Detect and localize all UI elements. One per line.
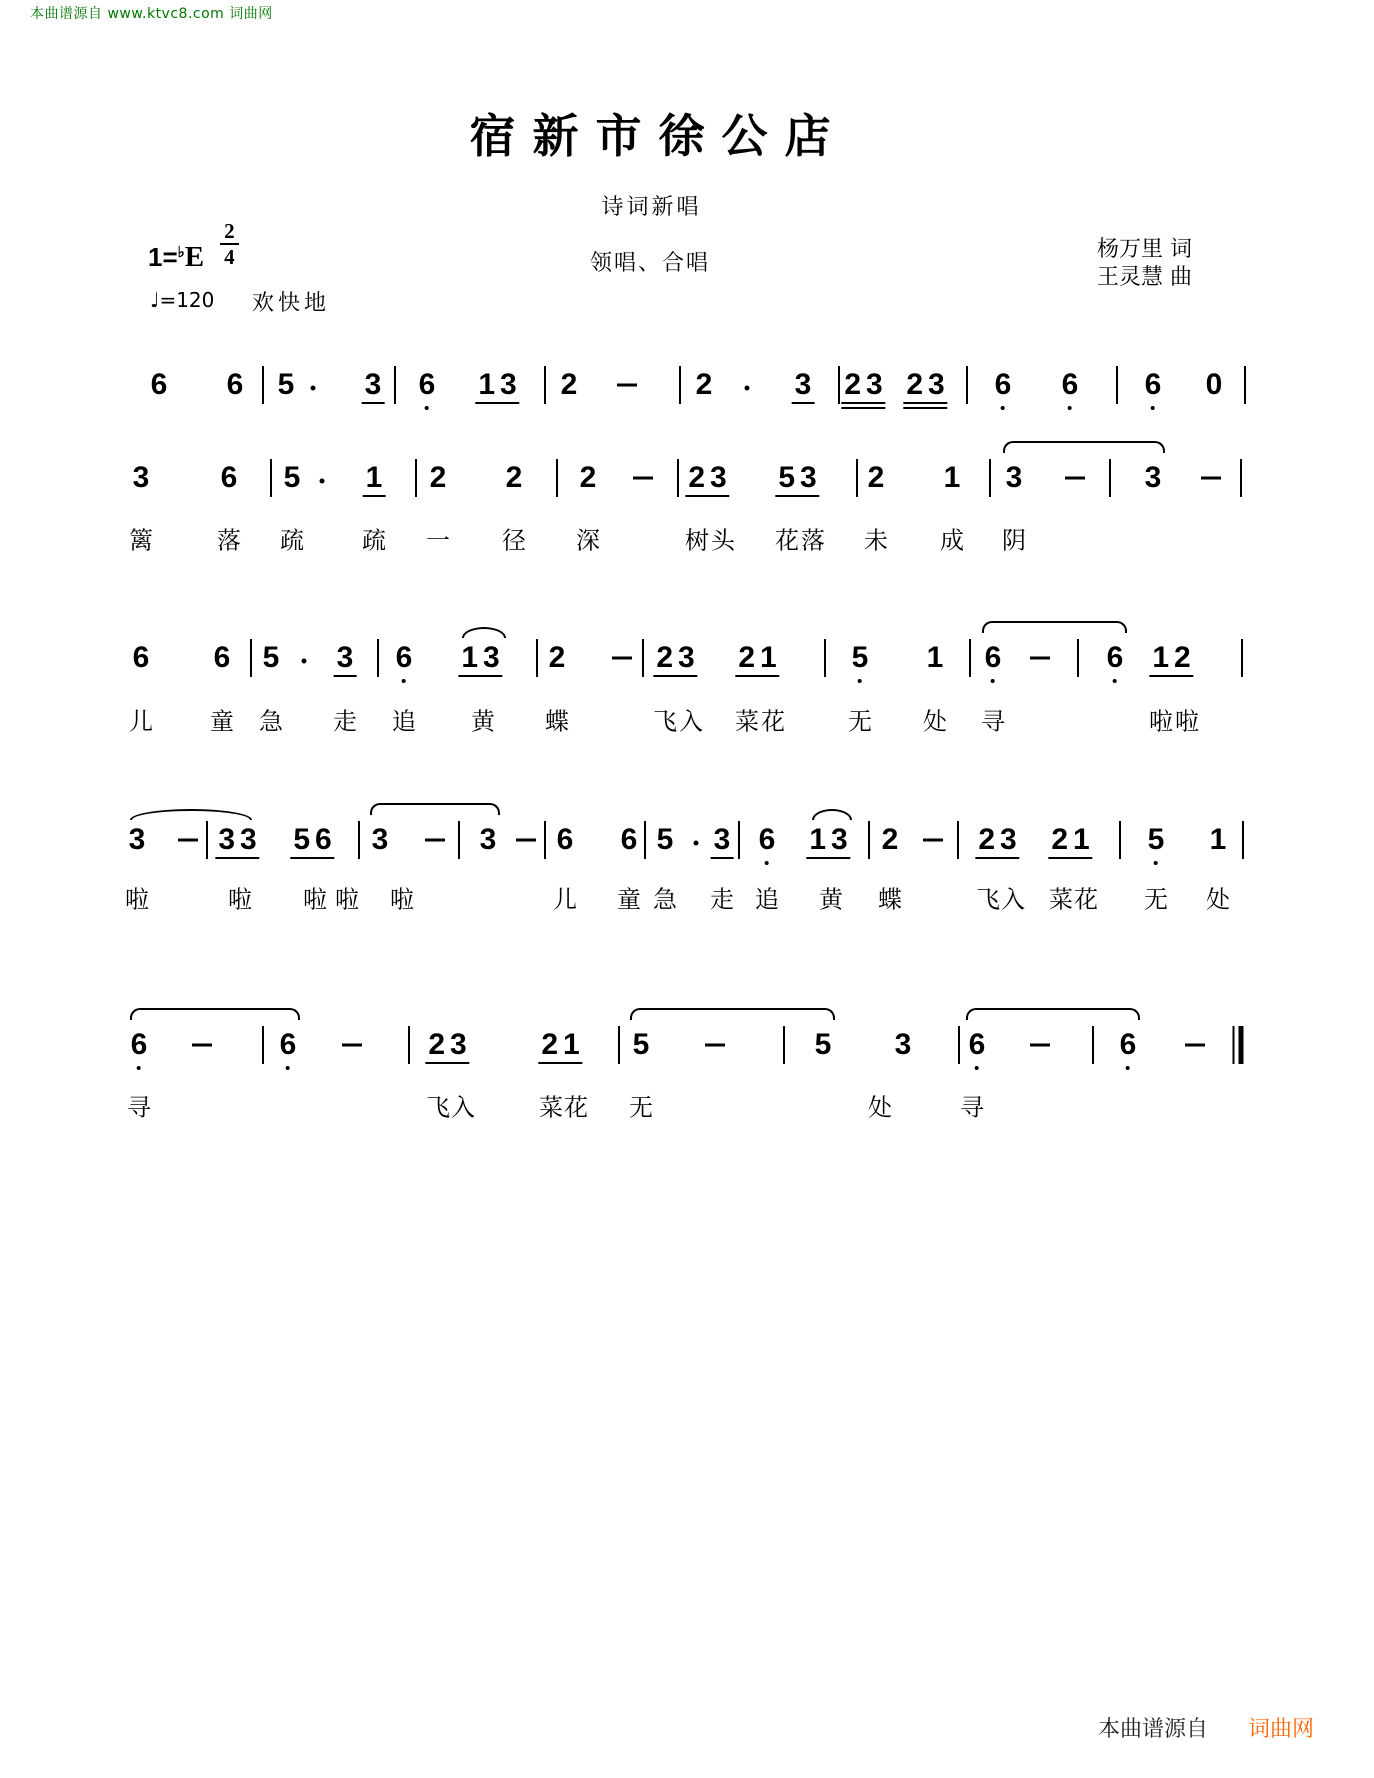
duration-dash bbox=[516, 839, 536, 842]
note: 6 bbox=[1107, 643, 1124, 673]
low-octave-dot bbox=[425, 406, 429, 410]
barline bbox=[783, 1026, 785, 1064]
barline bbox=[958, 1026, 960, 1064]
barline bbox=[838, 366, 840, 404]
note: 1 bbox=[943, 461, 961, 494]
note-underline bbox=[975, 857, 1019, 859]
slur bbox=[130, 809, 252, 820]
augmentation-dot bbox=[302, 659, 307, 664]
lyric-syllable: 入 bbox=[679, 707, 703, 736]
note: 6 bbox=[1145, 370, 1162, 400]
note: 6 bbox=[620, 823, 638, 856]
lyric-syllable: 无 bbox=[629, 1093, 653, 1122]
note-underline bbox=[903, 402, 947, 404]
key-note: E bbox=[184, 241, 205, 274]
barline bbox=[358, 821, 360, 859]
lyric-syllable: 一 bbox=[426, 526, 450, 555]
lyric-syllable: 啦 bbox=[335, 885, 359, 914]
barline bbox=[966, 366, 968, 404]
barline bbox=[989, 459, 991, 497]
lyric-syllable: 入 bbox=[451, 1093, 475, 1122]
note: 5 bbox=[656, 823, 674, 856]
barline bbox=[544, 366, 546, 404]
footer-source-text: 本曲谱源自 bbox=[1098, 1717, 1209, 1742]
slur bbox=[982, 621, 1127, 633]
low-octave-dot bbox=[1151, 406, 1155, 410]
note: 2 bbox=[881, 823, 899, 856]
lyric-syllable: 童 bbox=[617, 885, 641, 914]
note: 3 bbox=[132, 461, 150, 494]
note-underline bbox=[775, 495, 819, 497]
barline bbox=[868, 821, 870, 859]
note-underline bbox=[475, 402, 519, 404]
note: 5 bbox=[283, 461, 301, 494]
note-group: 13 bbox=[809, 825, 852, 855]
flat-sign: ♭ bbox=[177, 244, 185, 262]
note-group: 21 bbox=[1051, 825, 1094, 855]
note-group: 21 bbox=[738, 643, 781, 673]
final-barline bbox=[1233, 1026, 1244, 1064]
lyric-syllable: 花 bbox=[1074, 885, 1098, 914]
note-underline bbox=[711, 857, 734, 859]
duration-dash bbox=[1030, 1044, 1050, 1047]
slur bbox=[966, 1008, 1140, 1020]
note-group: 23 bbox=[844, 370, 887, 400]
note-underline bbox=[806, 857, 850, 859]
slur bbox=[812, 809, 852, 820]
lyric-syllable: 落 bbox=[217, 526, 241, 555]
note: 2 bbox=[579, 461, 597, 494]
note: 3 bbox=[337, 643, 354, 673]
lyric-syllable: 未 bbox=[864, 526, 888, 555]
note: 0 bbox=[1205, 368, 1223, 401]
note: 6 bbox=[220, 461, 238, 494]
barline bbox=[536, 639, 538, 677]
barline bbox=[206, 821, 208, 859]
note-group: 56 bbox=[293, 825, 336, 855]
note-group: 53 bbox=[778, 463, 821, 493]
slur bbox=[1003, 441, 1165, 453]
duration-dash bbox=[923, 839, 943, 842]
lyric-syllable: 儿 bbox=[553, 885, 577, 914]
watermark-top: 本曲谱源自 www.ktvc8.com 词曲网 bbox=[30, 6, 273, 22]
lyric-syllable: 无 bbox=[848, 707, 872, 736]
barline bbox=[262, 366, 264, 404]
note-underline bbox=[1149, 675, 1193, 677]
note: 5 bbox=[852, 643, 869, 673]
note-group: 23 bbox=[428, 1030, 471, 1060]
augmentation-dot bbox=[311, 386, 316, 391]
lyricist-credit: 杨万里 词 bbox=[1097, 237, 1192, 262]
lyric-syllable: 追 bbox=[755, 885, 779, 914]
note: 6 bbox=[419, 370, 436, 400]
low-octave-dot bbox=[975, 1066, 979, 1070]
note: 2 bbox=[560, 368, 578, 401]
time-signature-numerator: 2 bbox=[220, 220, 239, 245]
lyric-syllable: 入 bbox=[1001, 885, 1025, 914]
low-octave-dot bbox=[1001, 406, 1005, 410]
note: 6 bbox=[556, 823, 574, 856]
note-underline bbox=[334, 675, 357, 677]
duration-dash bbox=[612, 657, 632, 660]
lyric-syllable: 菜 bbox=[1049, 885, 1073, 914]
lyric-syllable: 菜 bbox=[539, 1093, 563, 1122]
lyric-syllable: 阴 bbox=[1002, 526, 1026, 555]
slur bbox=[130, 1008, 300, 1020]
note-underline bbox=[425, 1062, 469, 1064]
note: 5 bbox=[262, 641, 280, 674]
note-group: 33 bbox=[218, 825, 261, 855]
note-group: 23 bbox=[688, 463, 731, 493]
note: 6 bbox=[995, 370, 1012, 400]
lyric-syllable: 啦 bbox=[390, 885, 414, 914]
barline bbox=[644, 821, 646, 859]
barline bbox=[1119, 821, 1121, 859]
lyric-syllable: 飞 bbox=[976, 885, 1000, 914]
lyric-syllable: 寻 bbox=[960, 1093, 984, 1122]
barline bbox=[642, 639, 644, 677]
lyric-syllable: 走 bbox=[333, 707, 357, 736]
barline bbox=[824, 639, 826, 677]
note-group: 12 bbox=[1152, 643, 1195, 673]
lyric-syllable: 处 bbox=[1206, 885, 1230, 914]
lyric-syllable: 头 bbox=[711, 526, 735, 555]
low-octave-dot bbox=[1126, 1066, 1130, 1070]
note: 6 bbox=[759, 825, 776, 855]
lyric-syllable: 疏 bbox=[280, 526, 304, 555]
note-underline bbox=[653, 675, 697, 677]
note: 3 bbox=[795, 370, 812, 400]
note: 6 bbox=[1062, 370, 1079, 400]
note-underline bbox=[215, 857, 259, 859]
lyric-syllable: 儿 bbox=[129, 707, 153, 736]
barline bbox=[408, 1026, 410, 1064]
barline bbox=[415, 459, 417, 497]
note-group: 23 bbox=[656, 643, 699, 673]
note: 3 bbox=[714, 825, 731, 855]
note: 2 bbox=[429, 461, 447, 494]
lyric-syllable: 寻 bbox=[981, 707, 1005, 736]
lyric-syllable: 树 bbox=[685, 526, 709, 555]
note-underline bbox=[1048, 857, 1092, 859]
note: 6 bbox=[131, 1030, 148, 1060]
barline bbox=[1077, 639, 1079, 677]
note-group: 23 bbox=[906, 370, 949, 400]
low-octave-dot bbox=[1113, 679, 1117, 683]
barline bbox=[394, 366, 396, 404]
ensemble-label: 领唱、合唱 bbox=[589, 251, 710, 276]
note: 6 bbox=[985, 643, 1002, 673]
note: 6 bbox=[213, 641, 231, 674]
lyric-syllable: 成 bbox=[940, 526, 964, 555]
low-octave-dot bbox=[137, 1066, 141, 1070]
note-underline bbox=[458, 675, 502, 677]
barline bbox=[262, 1026, 264, 1064]
lyric-syllable: 深 bbox=[576, 526, 600, 555]
barline bbox=[677, 459, 679, 497]
augmentation-dot bbox=[745, 386, 750, 391]
note: 6 bbox=[1120, 1030, 1137, 1060]
lyric-syllable: 菜 bbox=[735, 707, 759, 736]
final-barline-thick bbox=[1239, 1026, 1244, 1064]
lyric-syllable: 花 bbox=[775, 526, 799, 555]
duration-dash bbox=[192, 1044, 212, 1047]
barline bbox=[1244, 366, 1246, 404]
lyric-syllable: 蝶 bbox=[878, 885, 902, 914]
lyric-syllable: 急 bbox=[259, 707, 283, 736]
note: 6 bbox=[226, 368, 244, 401]
barline bbox=[957, 821, 959, 859]
lyric-syllable: 寻 bbox=[127, 1093, 151, 1122]
note: 6 bbox=[280, 1030, 297, 1060]
barline bbox=[377, 639, 379, 677]
barline bbox=[1092, 1026, 1094, 1064]
low-octave-dot bbox=[1068, 406, 1072, 410]
low-octave-dot bbox=[858, 679, 862, 683]
lyric-syllable: 啦 bbox=[228, 885, 252, 914]
lyric-syllable: 飞 bbox=[653, 707, 677, 736]
duration-dash bbox=[425, 839, 445, 842]
barline bbox=[856, 459, 858, 497]
note-underline bbox=[685, 495, 729, 497]
lyric-syllable: 童 bbox=[210, 707, 234, 736]
note: 3 bbox=[128, 823, 146, 856]
low-octave-dot bbox=[765, 861, 769, 865]
note-underline bbox=[841, 402, 885, 404]
note: 6 bbox=[396, 643, 413, 673]
note: 1 bbox=[926, 641, 944, 674]
barline bbox=[1116, 366, 1118, 404]
note: 5 bbox=[814, 1028, 832, 1061]
barline bbox=[270, 459, 272, 497]
note-underline bbox=[841, 407, 885, 409]
note-underline bbox=[538, 1062, 582, 1064]
lyric-syllable: 追 bbox=[392, 707, 416, 736]
note: 5 bbox=[1148, 825, 1165, 855]
slur bbox=[462, 627, 506, 638]
time-signature-denominator: 4 bbox=[224, 245, 235, 270]
barline bbox=[969, 639, 971, 677]
note: 2 bbox=[695, 368, 713, 401]
low-octave-dot bbox=[1154, 861, 1158, 865]
lyric-syllable: 啦 bbox=[1175, 707, 1199, 736]
lyric-syllable: 无 bbox=[1144, 885, 1168, 914]
tempo-value: =120 bbox=[159, 288, 215, 312]
note-underline bbox=[362, 402, 385, 404]
barline bbox=[618, 1026, 620, 1064]
barline bbox=[1240, 459, 1242, 497]
lyric-syllable: 处 bbox=[868, 1093, 892, 1122]
duration-dash bbox=[342, 1044, 362, 1047]
note: 3 bbox=[894, 1028, 912, 1061]
song-title: 宿新市徐公店 bbox=[469, 110, 848, 162]
duration-dash bbox=[633, 477, 653, 480]
note: 5 bbox=[632, 1028, 650, 1061]
low-octave-dot bbox=[286, 1066, 290, 1070]
lyric-syllable: 飞 bbox=[426, 1093, 450, 1122]
lyric-syllable: 走 bbox=[710, 885, 734, 914]
lyric-syllable: 花 bbox=[761, 707, 785, 736]
note-group: 21 bbox=[541, 1030, 584, 1060]
note: 3 bbox=[371, 823, 389, 856]
duration-dash bbox=[1201, 477, 1221, 480]
low-octave-dot bbox=[402, 679, 406, 683]
lyric-syllable: 急 bbox=[653, 885, 677, 914]
expression-marking: 欢快地 bbox=[252, 291, 331, 316]
note: 1 bbox=[1209, 823, 1227, 856]
lyric-syllable: 啦 bbox=[125, 885, 149, 914]
note: 6 bbox=[150, 368, 168, 401]
lyric-syllable: 径 bbox=[502, 526, 526, 555]
slur bbox=[370, 803, 500, 815]
barline bbox=[679, 366, 681, 404]
note-group: 13 bbox=[461, 643, 504, 673]
note: 6 bbox=[132, 641, 150, 674]
lyric-syllable: 黄 bbox=[471, 707, 495, 736]
barline bbox=[738, 821, 740, 859]
barline bbox=[1242, 821, 1244, 859]
duration-dash bbox=[1065, 477, 1085, 480]
augmentation-dot bbox=[694, 841, 699, 846]
lyric-syllable: 黄 bbox=[819, 885, 843, 914]
footer-link[interactable]: 词曲网 bbox=[1248, 1717, 1315, 1742]
note: 2 bbox=[867, 461, 885, 494]
duration-dash bbox=[705, 1044, 725, 1047]
final-barline-thin bbox=[1233, 1026, 1235, 1064]
song-subtitle: 诗词新唱 bbox=[601, 195, 702, 220]
lyric-syllable: 篱 bbox=[129, 526, 153, 555]
note-group: 13 bbox=[478, 370, 521, 400]
barline bbox=[544, 821, 546, 859]
barline bbox=[458, 821, 460, 859]
duration-dash bbox=[1030, 657, 1050, 660]
barline bbox=[556, 459, 558, 497]
lyric-syllable: 啦 bbox=[303, 885, 327, 914]
note: 3 bbox=[1005, 461, 1023, 494]
lyric-syllable: 蝶 bbox=[545, 707, 569, 736]
barline bbox=[1241, 639, 1243, 677]
key-prefix: 1= bbox=[148, 242, 178, 273]
note-underline bbox=[363, 495, 386, 497]
augmentation-dot bbox=[320, 479, 325, 484]
duration-dash bbox=[617, 384, 637, 387]
note-underline bbox=[290, 857, 334, 859]
lyric-syllable: 啦 bbox=[1149, 707, 1173, 736]
note-underline bbox=[735, 675, 779, 677]
duration-dash bbox=[1185, 1044, 1205, 1047]
note-group: 23 bbox=[978, 825, 1021, 855]
slur bbox=[630, 1008, 835, 1020]
quarter-note-icon: ♩ bbox=[150, 288, 160, 312]
composer-credit: 王灵慧 曲 bbox=[1097, 265, 1192, 290]
lyric-syllable: 落 bbox=[801, 526, 825, 555]
note: 2 bbox=[505, 461, 523, 494]
barline bbox=[250, 639, 252, 677]
note: 2 bbox=[548, 641, 566, 674]
note: 1 bbox=[366, 463, 383, 493]
duration-dash bbox=[178, 839, 198, 842]
note-underline bbox=[792, 402, 815, 404]
note: 3 bbox=[1144, 461, 1162, 494]
note-underline bbox=[903, 407, 947, 409]
barline bbox=[1109, 459, 1111, 497]
low-octave-dot bbox=[991, 679, 995, 683]
note: 6 bbox=[969, 1030, 986, 1060]
note: 5 bbox=[277, 368, 295, 401]
note: 3 bbox=[365, 370, 382, 400]
lyric-syllable: 处 bbox=[923, 707, 947, 736]
note: 3 bbox=[479, 823, 497, 856]
lyric-syllable: 花 bbox=[564, 1093, 588, 1122]
lyric-syllable: 疏 bbox=[362, 526, 386, 555]
